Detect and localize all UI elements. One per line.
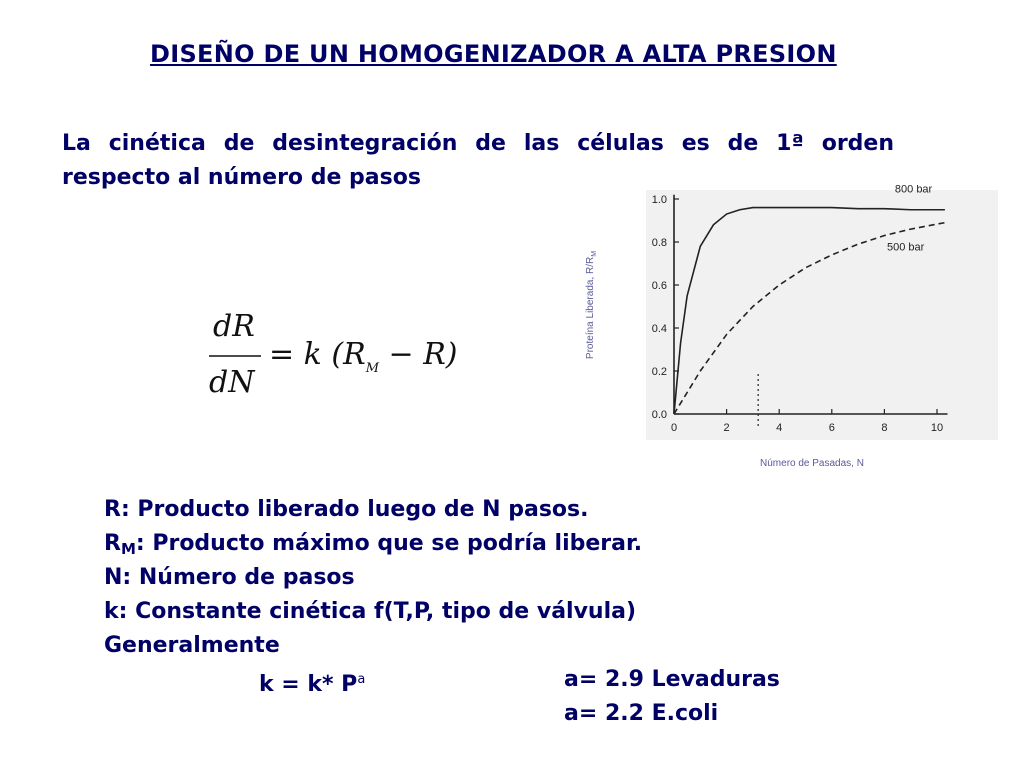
exponent-ecoli-row: [104, 697, 719, 731]
equation-rhs-post: − R): [379, 337, 458, 372]
x-axis-label: Número de Pasadas, N: [760, 458, 864, 469]
equation-numerator: dR: [213, 309, 255, 344]
k-formula-exponent: a: [357, 672, 366, 687]
y-tick-label: 1.0: [651, 194, 667, 206]
y-tick-label: 0.0: [651, 409, 667, 421]
generally-label: Generalmente: [104, 633, 280, 658]
x-tick-label: 10: [930, 422, 944, 434]
y-tick-label: 0.4: [651, 323, 667, 335]
exponent-yeast: a= 2.9 Levaduras: [564, 667, 780, 692]
equation-rhs-pre: = k (R: [269, 337, 366, 372]
protein-release-chart: [580, 185, 1000, 475]
y-axis-label: [585, 251, 598, 359]
k-formula-row: [104, 663, 780, 697]
definition-rm: [104, 527, 642, 561]
x-tick-label: 6: [828, 422, 835, 434]
definition-rm-symbol: R: [104, 531, 121, 556]
x-tick-label: 0: [670, 422, 678, 434]
y-axis-label-sub: M: [591, 250, 598, 257]
equation-denominator: dN: [209, 365, 255, 400]
y-axis-label-main: Proteína Liberada, R/R: [585, 256, 596, 360]
definition-k: k: Constante cinética f(T,P, tipo de válvula): [104, 599, 637, 624]
definition-r: R: Producto liberado luego de N pasos.: [104, 497, 589, 522]
legend-label-500-bar: 500 bar: [887, 241, 925, 254]
definitions-list: [104, 493, 780, 731]
kinetics-equation: [205, 308, 475, 408]
legend-label-800-bar: 800 bar: [894, 185, 933, 196]
definition-n: N: Número de pasos: [104, 565, 355, 590]
chart-background: [646, 190, 998, 440]
equation-rhs: [269, 337, 458, 376]
exponent-ecoli: a= 2.2 E.coli: [564, 701, 719, 726]
definition-rm-subscript: M: [120, 540, 136, 558]
x-tick-label: 2: [723, 422, 730, 434]
k-formula-base: k = k* P: [259, 672, 358, 697]
x-tick-label: 8: [881, 422, 888, 434]
y-tick-label: 0.8: [651, 237, 667, 249]
equation-rhs-sub: M: [365, 361, 379, 376]
definition-rm-text: : Producto máximo que se podría liberar.: [135, 531, 643, 556]
y-tick-label: 0.2: [651, 366, 667, 378]
y-tick-label: 0.6: [651, 280, 667, 292]
x-tick-label: 4: [776, 422, 783, 434]
slide-title: DISEÑO DE UN HOMOGENIZADOR A ALTA PRESION: [150, 40, 837, 68]
intro-text: La cinética de desintegración de las células es de 1ª orden respecto al número de pasos: [62, 131, 894, 190]
